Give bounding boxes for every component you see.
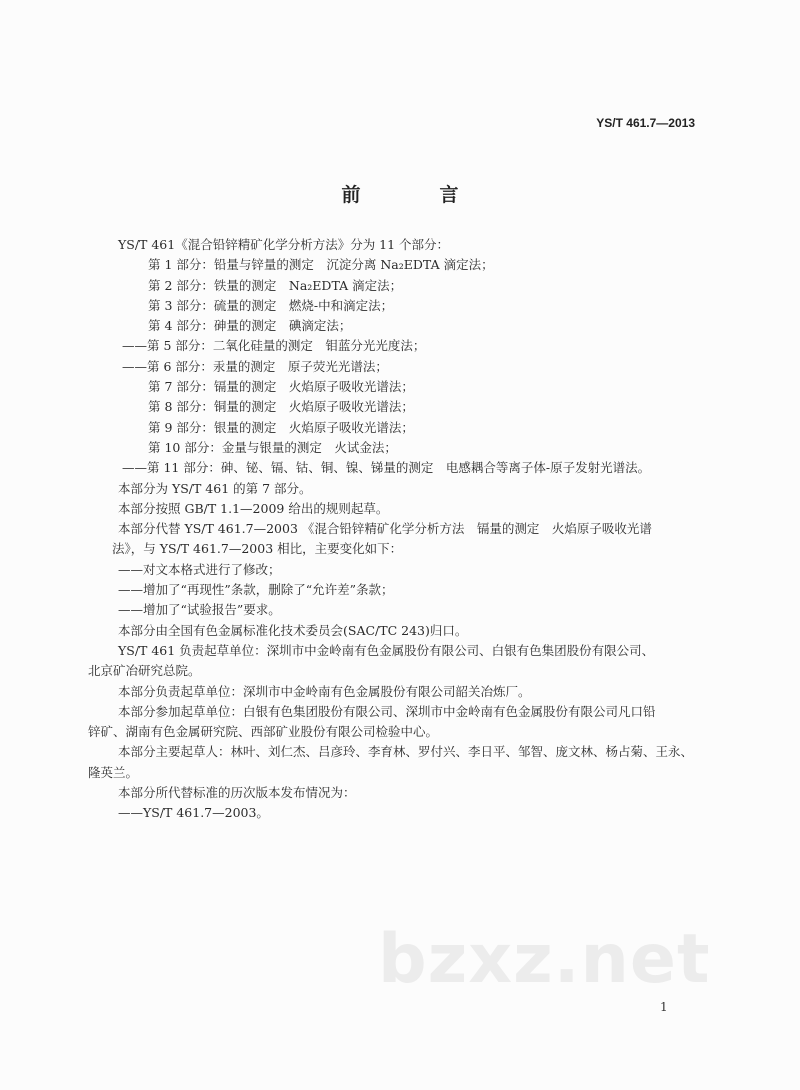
intro-paragraph: YS/T 461《混合铅锌精矿化学分析方法》分为 11 个部分： [118,237,450,252]
standard-number: YS/T 461.7—2013 [596,116,695,130]
paragraph-continuation: 锌矿、湖南有色金属研究院、西部矿业股份有限公司检验中心。 [88,724,439,740]
part-item: 第 7 部分：镉量的测定 火焰原子吸收光谱法； [148,379,414,395]
history-item: ——YS/T 461.7—2003。 [118,805,269,821]
paragraph-continuation: 法》，与 YS/T 461.7—2003 相比，主要变化如下： [112,541,403,557]
page-number: 1 [660,1000,668,1014]
paragraph: 本部分代替 YS/T 461.7—2003 《混合铅锌精矿化学分析方法 镉量的测定 火焰原子吸收光谱 [118,521,652,537]
foreword-body [88,235,698,824]
page-title: 前 言 [341,184,489,206]
paragraph: YS/T 461 负责起草单位：深圳市中金岭南有色金属股份有限公司、白银有色集团股份有限公司、 [118,642,655,658]
part-item: 第 10 部分：金量与银量的测定 火试金法； [148,439,397,455]
paragraph: 本部分参加起草单位：白银有色集团股份有限公司、深圳市中金岭南有色金属股份有限公司凡口铅 [118,703,656,719]
paragraph: 本部分负责起草单位：深圳市中金岭南有色金属股份有限公司韶关冶炼厂。 [118,683,531,699]
part-item: ——第 5 部分：二氧化硅量的测定 钼蓝分光光度法； [122,338,426,354]
part-item: ——第 6 部分：汞量的测定 原子荧光光谱法； [122,358,388,374]
paragraph: 本部分为 YS/T 461 的第 7 部分。 [118,480,312,496]
part-item: 第 1 部分：铅量与锌量的测定 沉淀分离 Na₂EDTA 滴定法； [148,257,494,273]
change-item: ——对文本格式进行了修改； [118,561,281,577]
paragraph-continuation: 隆英兰。 [88,764,139,780]
part-item: 第 9 部分：银量的测定 火焰原子吸收光谱法； [148,419,414,435]
change-item: ——增加了“试验报告”要求。 [118,602,281,618]
paragraph: 本部分由全国有色金属标准化技术委员会(SAC/TC 243)归口。 [118,622,468,638]
paragraph: 本部分所代替标准的历次版本发布情况为： [118,785,356,801]
paragraph: 本部分按照 GB/T 1.1—2009 给出的规则起草。 [118,500,389,516]
part-item: ——第 11 部分：砷、铋、镉、钴、铜、镍、锑量的测定 电感耦合等离子体-原子发射光谱法。 [122,460,651,476]
paragraph-continuation: 北京矿冶研究总院。 [88,663,201,679]
change-item: ——增加了“再现性”条款，删除了“允许差”条款； [118,582,394,598]
part-item: 第 4 部分：砷量的测定 碘滴定法； [148,318,352,334]
watermark: bzxz.net [378,920,711,999]
part-item: 第 8 部分：铜量的测定 火焰原子吸收光谱法； [148,399,414,415]
paragraph: 本部分主要起草人：林叶、刘仁杰、吕彦玲、李育林、罗付兴、李日平、邹智、庞文林、杨占菊、王永、 [118,744,694,760]
part-item: 第 2 部分：铁量的测定 Na₂EDTA 滴定法； [148,277,403,293]
part-item: 第 3 部分：硫量的测定 燃烧-中和滴定法； [148,297,394,313]
